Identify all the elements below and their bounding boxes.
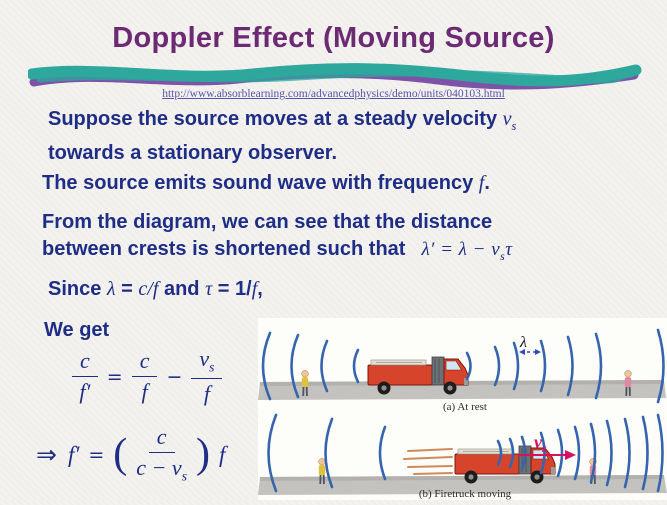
vs-label: [534, 432, 547, 455]
text-run: Since: [48, 278, 107, 300]
speed-lines: [404, 449, 452, 474]
v-symbol: v: [534, 432, 542, 452]
firetruck-diagram-svg: [258, 318, 667, 500]
lambda-prime: λ′: [421, 239, 435, 260]
denominator: [136, 453, 187, 483]
equals: =: [88, 443, 105, 466]
minus: −: [146, 455, 172, 480]
fraction-c-over-f: [132, 350, 158, 403]
paragraph-suppose-line2: towards a stationary observer.: [48, 142, 338, 164]
paragraph-diagram-line1: From the diagram, we can see that the distance: [42, 211, 493, 233]
lambda: λ: [458, 239, 468, 260]
equals: =: [106, 365, 123, 388]
v-subscript: s: [209, 359, 215, 375]
v-symbol: v: [491, 239, 501, 260]
wave-crest: [575, 427, 579, 479]
we-get-label: We get: [44, 319, 110, 341]
v-subscript: s: [511, 119, 517, 133]
slide-title: Doppler Effect (Moving Source): [112, 22, 555, 54]
implies-arrow: ⇒: [36, 440, 57, 470]
v-symbol: v: [502, 108, 512, 130]
paragraph-since: [48, 276, 263, 303]
f-symbol: f: [478, 172, 485, 194]
lambda-label: λ: [520, 334, 527, 351]
vs-arrowhead: [565, 450, 576, 460]
wave-crest: [467, 353, 471, 379]
formula-wavelength-relation: [72, 348, 222, 405]
firetruck-diagram: [258, 318, 667, 500]
source-url-link[interactable]: http://www.absorblearning.com/advancedphysics/demo/units/040103.html: [162, 88, 505, 100]
v-subscript: s: [181, 468, 187, 484]
paragraph-emits: [42, 170, 662, 197]
wave-crest: [495, 347, 499, 385]
minus: −: [166, 365, 183, 388]
paragraph-suppose-line1: [48, 106, 652, 140]
paragraph-diagram-line2: [42, 236, 666, 270]
equals: =: [440, 239, 454, 260]
fprime-symbol: f′: [67, 441, 80, 467]
paragraph-diagram: [42, 209, 666, 270]
f-symbol: f: [251, 278, 258, 300]
numerator: [191, 348, 222, 379]
caption-moving: (b) Firetruck moving: [418, 488, 512, 500]
text-run: =: [115, 278, 139, 300]
scene-moving: [258, 415, 667, 500]
text-run: and: [158, 278, 206, 300]
text-run: Suppose the source moves at a steady velocity: [48, 108, 503, 130]
brush-divider: [28, 58, 642, 90]
caption-at-rest: (a) At rest: [443, 401, 487, 413]
minus: −: [472, 239, 486, 260]
wavelength-annotation: [519, 334, 541, 355]
f-symbol: f: [219, 441, 226, 467]
text-run: .: [484, 172, 490, 194]
scene-at-rest: [258, 330, 666, 413]
text-run: ,: [257, 278, 263, 300]
denominator: f′: [79, 379, 91, 405]
tau-symbol: τ: [505, 239, 513, 260]
wave-crest: [354, 350, 358, 382]
numerator: c: [149, 426, 175, 453]
numerator: c: [132, 350, 158, 377]
text-run: The source emits sound wave with frequency: [42, 172, 479, 194]
f-symbol: f: [152, 278, 159, 300]
wave-crest: [558, 430, 562, 476]
fraction-c-over-fprime: [72, 350, 98, 403]
c-symbol: c: [138, 278, 148, 300]
v-symbol: v: [171, 455, 182, 480]
brush-divider-teal-2: [40, 73, 632, 80]
denominator: f: [141, 379, 148, 405]
text-run: between crests is shortened such that: [42, 238, 406, 260]
v-symbol: v: [199, 346, 210, 371]
fraction-vs-over-f: [191, 348, 222, 405]
lambda-arrowhead-right: [535, 349, 541, 355]
wave-crest: [380, 427, 385, 479]
lambda-symbol: λ: [106, 278, 116, 300]
c-symbol: c: [136, 455, 147, 480]
tau-symbol: τ: [205, 278, 213, 300]
fraction-c-over-c-minus-vs: [136, 426, 187, 483]
vs-symbol: [502, 108, 517, 133]
formula-frequency-result: [36, 426, 225, 483]
right-paren: ): [196, 430, 210, 477]
lambda-prime-formula: [421, 239, 513, 263]
left-paren: (: [113, 430, 128, 477]
text-run: = 1/: [212, 278, 252, 300]
paragraph-suppose: [48, 106, 652, 167]
slash: /: [147, 278, 153, 300]
denominator: f: [203, 381, 210, 407]
v-subscript: s: [500, 249, 506, 263]
v-subscript: s: [542, 441, 547, 455]
numerator: c: [72, 350, 98, 377]
